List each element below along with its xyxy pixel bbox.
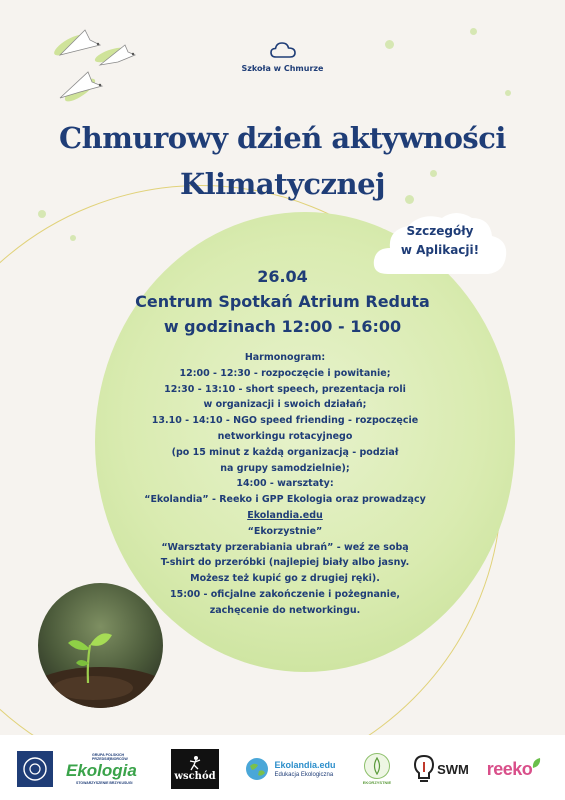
schedule-line: “Ekolandia” - Reeko i GPP Ekologia oraz prowadzący (144, 494, 426, 506)
seedling-photo (38, 583, 163, 708)
ekolandia-sub: Edukacja Ekologiczna (274, 771, 334, 778)
cloud-badge-text (370, 222, 510, 260)
crest-icon (17, 751, 53, 787)
title-line-1: Chmurowy dzień aktywności (59, 121, 506, 155)
partner-logo-swm (410, 749, 472, 789)
cloud-badge-line-2: w Aplikacji! (400, 243, 480, 257)
decorative-dot (38, 210, 46, 218)
schedule-line: 13.10 - 14:10 - NGO speed friending - rozpoczęcie (151, 415, 419, 427)
partner-logo-wschod (171, 749, 219, 789)
partner-logo-ekorzystnie (357, 749, 397, 789)
schedule-line: 14:00 - warsztaty: (236, 478, 334, 490)
page-title (0, 115, 565, 207)
reeko-label: reeko (486, 758, 533, 779)
brand-logo (230, 40, 335, 73)
ekologia-top-text: GRUPA POLSKICH PRZEDSIĘBIORCÓW (92, 752, 128, 761)
wschod-label: wschód (174, 771, 216, 782)
partner-logo-ekologia (66, 749, 150, 789)
dancer-icon (187, 755, 203, 771)
schedule-line: 15:00 - oficjalne zakończenie i pożegnanie, (169, 588, 400, 600)
lightbulb-icon (413, 754, 435, 784)
ekologia-sub: STOWARZYSZENIE BRZYKUSUGI (76, 780, 133, 785)
schedule-heading: Harmonogram: (244, 352, 326, 363)
event-hours: w godzinach 12:00 - 16:00 (163, 317, 402, 336)
event-info (40, 264, 525, 339)
schedule-line: T-shirt do przeróbki (najlepiej biały albo jasny. (160, 557, 410, 569)
schedule-line: Możesz też kupić go z drugiej ręki). (190, 573, 380, 585)
event-venue: Centrum Spotkań Atrium Reduta (135, 292, 430, 311)
partner-logos-bar (0, 735, 565, 800)
decorative-dot (70, 235, 76, 241)
decorative-dot (470, 28, 477, 35)
schedule-line: “Ekorzystnie” (247, 525, 323, 537)
schedule (115, 350, 455, 619)
schedule-line: na grupy samodzielnie); (220, 462, 350, 474)
title-line-2: Klimatycznej (179, 167, 386, 201)
schedule-line: “Warsztaty przerabiania ubrań” - weź ze sobą (161, 541, 409, 553)
ekologia-name: Ekologia (66, 760, 137, 780)
ekolandia-name: Ekolandia.edu (274, 759, 336, 770)
cloud-badge-line-1: Szczegóły (406, 224, 474, 238)
partner-logo-crest (17, 749, 53, 789)
brand-name: Szkoła w Chmurze (241, 64, 324, 73)
cloud-icon (270, 40, 296, 60)
schedule-line: 12:00 - 12:30 - rozpoczęcie i powitanie; (179, 367, 391, 379)
leaf-icon (532, 757, 541, 769)
leaf-circle-icon (363, 752, 391, 780)
partner-logo-reeko (480, 749, 548, 789)
swm-label: SWM (437, 761, 469, 777)
ekorzystnie-label: EKORZYSTNIE (362, 780, 392, 785)
decorative-dot (385, 40, 394, 49)
partner-logo-ekolandia (240, 749, 340, 789)
globe-icon (244, 756, 270, 782)
decorative-dot (505, 90, 511, 96)
schedule-line: zachęcenie do networkingu. (209, 604, 361, 616)
schedule-line: networkingu rotacyjnego (217, 430, 353, 442)
event-date: 26.04 (257, 267, 308, 286)
schedule-line: (po 15 minut z każdą organizacją - podział (171, 446, 399, 458)
schedule-line: 12:30 - 13:10 - short speech, prezentacja roli (164, 383, 406, 395)
seagulls-illustration (40, 10, 150, 120)
ekolandia-link[interactable]: Ekolandia.edu (247, 509, 323, 521)
schedule-line: w organizacji i swoich działań; (203, 399, 367, 411)
